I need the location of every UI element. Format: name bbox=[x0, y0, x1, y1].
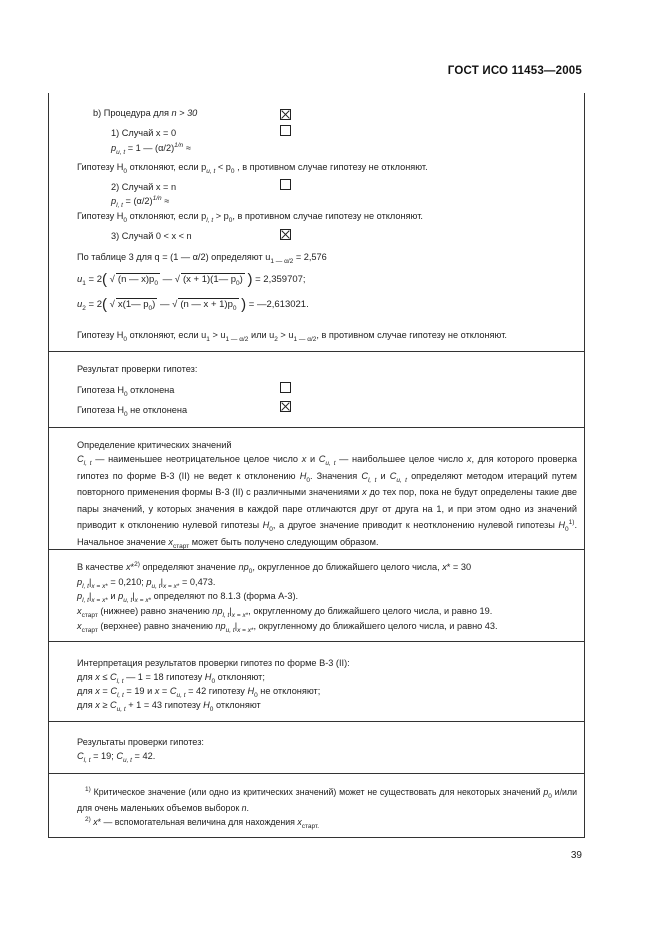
result-section-1 bbox=[48, 351, 585, 428]
h0-rejected-label: Гипотеза $H_0$ отклонена bbox=[77, 385, 175, 398]
checkbox-h0-rejected[interactable] bbox=[280, 382, 291, 393]
case1-formula: $p_{u, t} = 1$ — $(\alpha/2)^{1/n}$ ≈ bbox=[111, 141, 191, 156]
checkbox-procedure-b[interactable] bbox=[280, 109, 291, 120]
case2-label: 2) Случай x = n bbox=[111, 182, 177, 192]
footnote-1: $^{1)}$ Критическое значение (или одно из критических значений) может не существовать для некоторых значений $p_0$ и/или для очень маленьких объемов выборок n. bbox=[77, 786, 577, 813]
critical-text: $C_{l, t}$ — наименьшее неотрицательное целое число x и $C_{u, t}$ — наибольшее целое число x, для которого проверка гипотез по форме В-3 (II) не ведет к отклонению $H_0$. Значения $C_{l, t}$ и $C_{u, t}$ определяют методом итераций путем повторного применения формы В-3 (II) с различными значениями x до тех пор, пока не будут определены такие две пары значений, у которых значения в каждой паре отличаются друг от друга на 1, и при этом одно из значений приводит к отклонению нулевой гипотезы $H_0$, а другое значение приводит к неотклонению нулевой гипотезы $H_0^{1)}$. Начальное значение $x_{старт}$ может быть получено следующим образом. bbox=[77, 454, 577, 550]
document-header: ГОСТ ИСО 11453—2005 bbox=[447, 65, 582, 77]
final-rule: Гипотезу $H_0$ отклоняют, если $u_1 > u_{1 — \alpha/2}$ или $u_2 > u_{1 — \alpha/2}$, в противном случае гипотезу не отклоняют. bbox=[77, 330, 507, 343]
interp-line-2: для $x = C_{l, t} = 19$ и $x = C_{u, t} = 42$ гипотезу $H_0$ не отклоняют; bbox=[77, 686, 321, 699]
interp-line-1: для $x \le C_{l, t}$ — 1 = 18 гипотезу $H_0$ отклоняют; bbox=[77, 672, 265, 685]
case3-label: 3) Случай 0 < x < n bbox=[111, 231, 192, 241]
result-title: Результат проверки гипотез: bbox=[77, 364, 198, 374]
aux-line-2: $p_{l, t}|_{x = x*} = 0,210$; $p_{u, t}|_{x = x*} = 0,473$. bbox=[77, 577, 216, 590]
case2-formula: $p_{l, t} = (\alpha/2)^{1/n}$ ≈ bbox=[111, 194, 170, 209]
reject-rule-2: Гипотезу $H_0$ отклоняют, если $p_{l, t} > p_0$, в противном случае гипотезу не отклоняют. bbox=[77, 211, 423, 224]
reject-rule-1: Гипотезу $H_0$ отклоняют, если $p_{u, t} < p_0$ , в противном случае гипотезу не отклоняют. bbox=[77, 162, 428, 175]
result2-title: Результаты проверки гипотез: bbox=[77, 737, 204, 747]
footnotes-section bbox=[48, 773, 585, 838]
interpretation-section bbox=[48, 641, 585, 722]
procedure-section bbox=[48, 93, 585, 352]
critical-title: Определение критических значений bbox=[77, 440, 232, 450]
page-number: 39 bbox=[570, 850, 582, 861]
u2-formula: $u_2 = 2$( √ x(1— $p_0$) — √ (n — $x + 1)p_0$ ) = —2,613021. bbox=[77, 296, 309, 313]
interp-title: Интерпретация результатов проверки гипотез по форме В-3 (II): bbox=[77, 658, 350, 668]
h0-not-rejected-label: Гипотеза $H_0$ не отклонена bbox=[77, 405, 188, 418]
checkbox-case2[interactable] bbox=[280, 179, 291, 190]
aux-line-3: $p_{l, t}|_{x = x*}$ и $p_{u, t}|_{x = x*}$ определяют по 8.1.3 (форма А-3). bbox=[77, 591, 299, 604]
procedure-b-label: b) Процедура для n > 30 bbox=[93, 108, 198, 118]
critical-values-section bbox=[48, 427, 585, 550]
footnote-2: $^{2)}$ x* — вспомогательная величина для нахождения $x_{старт.}$ bbox=[85, 816, 320, 830]
result2-values: $C_{l, t} = 19$; $C_{u, t} = 42$. bbox=[77, 751, 156, 764]
aux-section bbox=[48, 549, 585, 642]
u1-formula: $u_1 = 2$( √ (n — $x)p_0$ — √ (x + 1)(1— $p_0$) ) = 2,359707; bbox=[77, 271, 306, 288]
aux-line-1: В качестве x*$^{2)}$ определяют значение $np_0$, округленное до ближайшего целого числа, x* = 30 bbox=[77, 560, 472, 575]
checkbox-case1[interactable] bbox=[280, 125, 291, 136]
interp-line-3: для $x \ge C_{u, t} + 1 = 43$ гипотезу $H_0$ отклоняют bbox=[77, 700, 261, 713]
aux-line-5: $x_{старт}$ (верхнее) равно значению $np_{u, t}|_{x = x*}$, округленному до ближайшего целого числа, и равно 43. bbox=[77, 621, 498, 634]
result-section-2 bbox=[48, 721, 585, 774]
aux-line-4: $x_{старт}$ (нижнее) равно значению $np_{l, t}|_{x = x*}$, округленному до ближайшего целого числа, и равно 19. bbox=[77, 606, 493, 619]
case1-label: 1) Случай x = 0 bbox=[111, 128, 177, 138]
checkbox-h0-not-rejected[interactable] bbox=[280, 401, 291, 412]
table-lookup-line: По таблице 3 для q = (1 — α/2) определяют $u_{1 — \alpha/2} = 2,576$ bbox=[77, 252, 327, 265]
checkbox-case3[interactable] bbox=[280, 229, 291, 240]
